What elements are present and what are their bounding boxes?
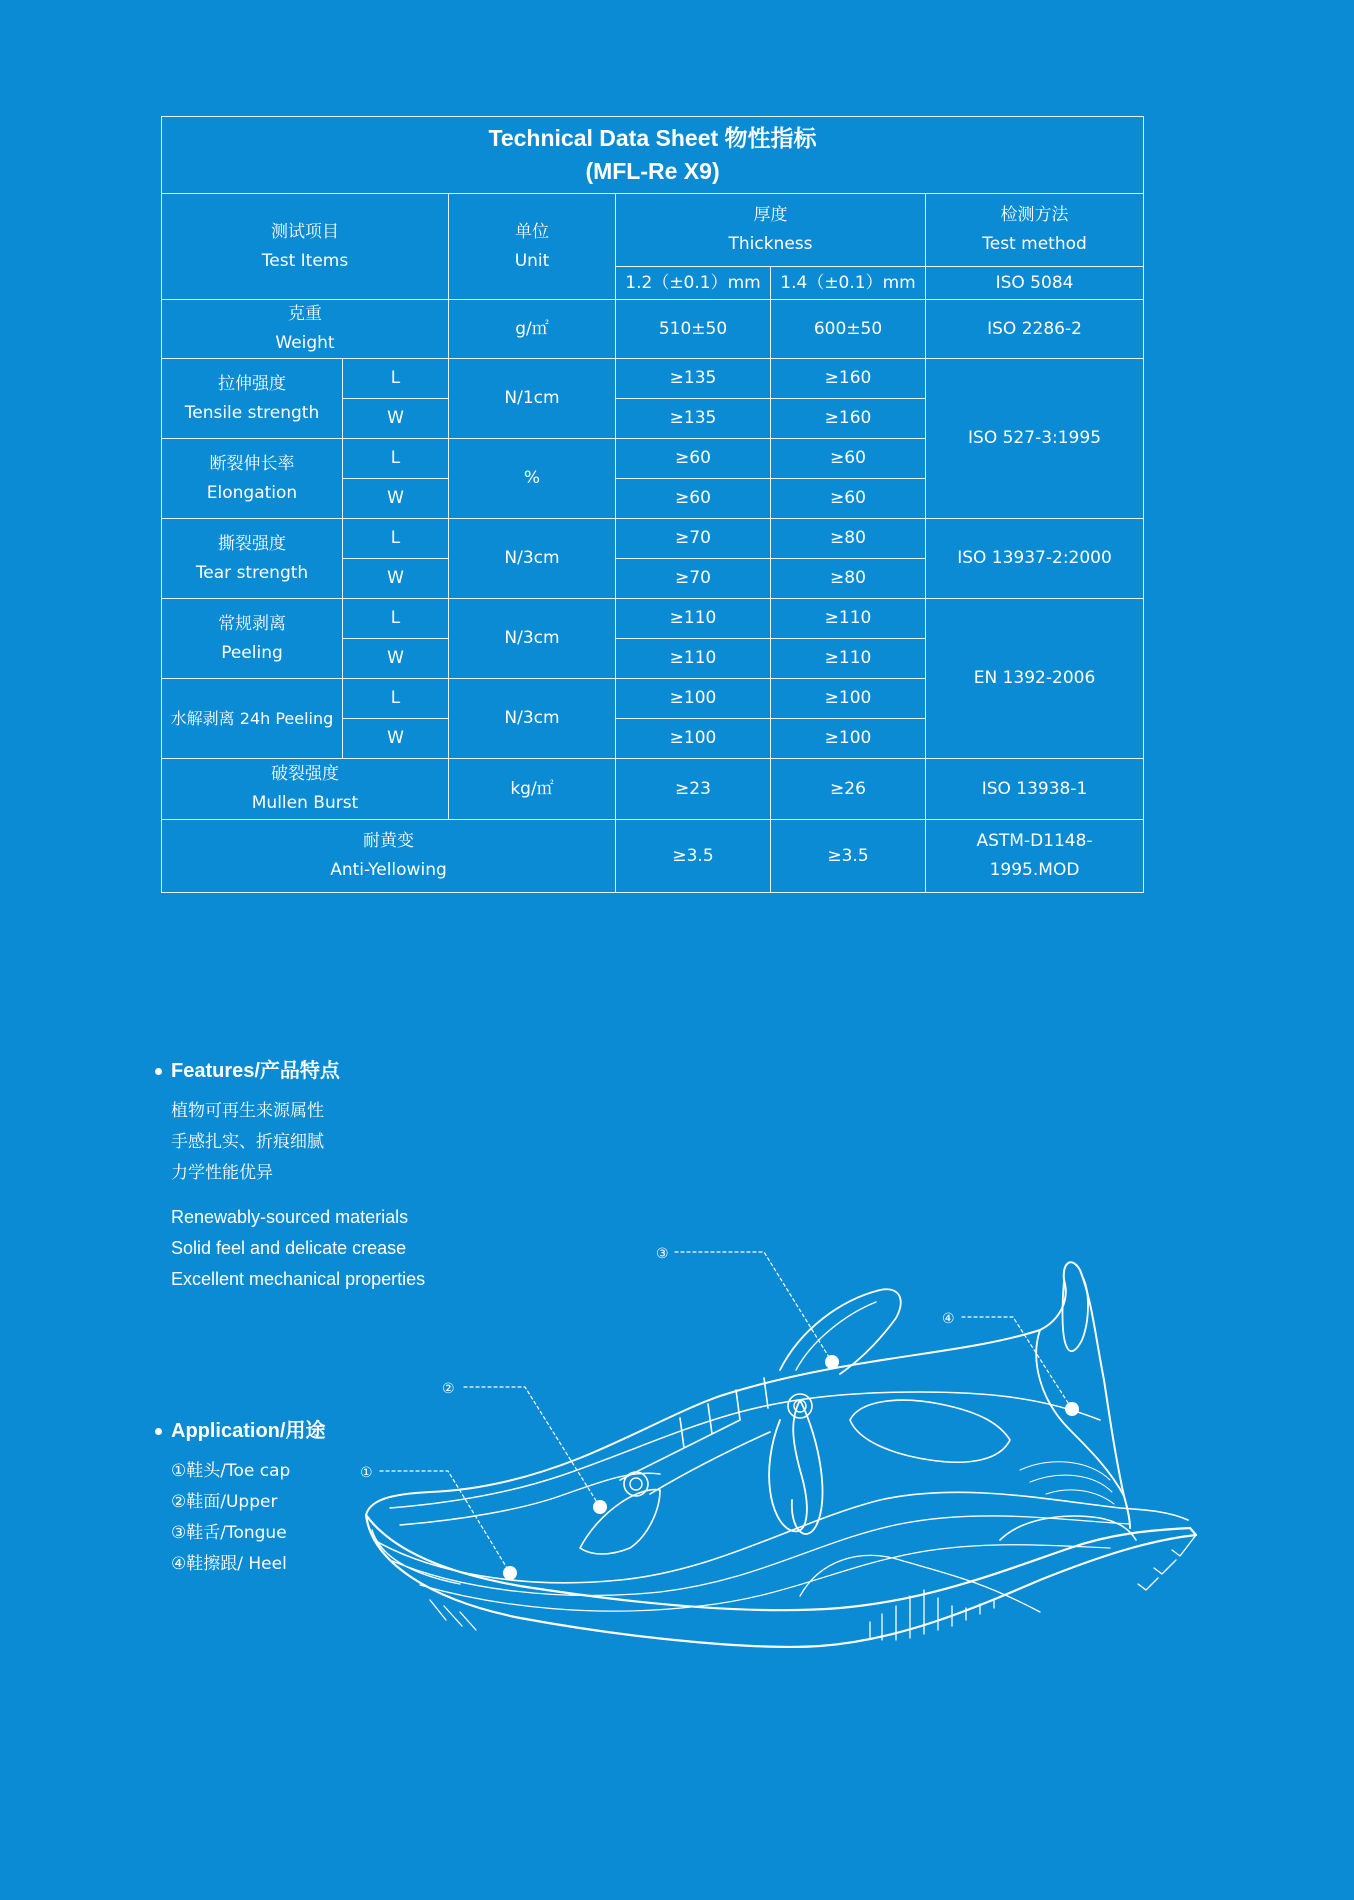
- peel-method: EN 1392-2006: [926, 599, 1144, 759]
- weight-method: ISO 2286-2: [926, 300, 1144, 359]
- header-unit-cn: 单位: [515, 221, 549, 242]
- yellowing-method-line1: ASTM-D1148-: [976, 831, 1093, 851]
- weight-label: [162, 300, 449, 359]
- tensile-label-en: Tensile strength: [184, 402, 320, 423]
- elongation-dir-l: L: [343, 439, 449, 479]
- peeling-unit: N/3cm: [449, 599, 616, 679]
- callout-3-leader: [675, 1252, 832, 1362]
- header-unit: [449, 194, 616, 300]
- tear-label-en: Tear strength: [195, 562, 309, 583]
- heel-counter: [1036, 1330, 1124, 1496]
- heel-spikes: [1138, 1535, 1196, 1590]
- tear-label: [162, 519, 343, 599]
- weight-label-cn: 克重: [288, 304, 322, 324]
- mullen-value-a: ≥23: [616, 759, 771, 820]
- bullet-icon: [155, 1428, 162, 1435]
- application-item: ④鞋擦跟/ Heel: [171, 1554, 287, 1574]
- feature-cn-item: 植物可再生来源属性: [171, 1101, 324, 1121]
- callout-dots: [503, 1355, 1079, 1580]
- feature-cn-item: 手感扎实、折痕细腻: [171, 1132, 324, 1152]
- peeling-dir-w: W: [343, 639, 449, 679]
- callout-numbers: [360, 1246, 955, 1481]
- header-test-items-cn: 测试项目: [271, 221, 339, 242]
- heel-support: [1000, 1516, 1136, 1540]
- hydro-peel-label: 水解剥离 24h Peeling: [162, 679, 343, 759]
- eyelet-2: [788, 1394, 812, 1418]
- features-section: [155, 1056, 425, 1295]
- callout-4-leader: [962, 1317, 1072, 1409]
- tensile-dir-w: W: [343, 399, 449, 439]
- heel-swirl: [1020, 1462, 1114, 1504]
- feature-en-item: Excellent mechanical properties: [171, 1269, 426, 1289]
- elongation-label: [162, 439, 343, 519]
- header-thickness-cn: 厚度: [753, 205, 788, 225]
- tear-l-a: ≥70: [616, 519, 771, 559]
- tensile-dir-l: L: [343, 359, 449, 399]
- features-heading: [155, 1056, 425, 1086]
- mullen-label-en: Mullen Burst: [251, 793, 359, 813]
- elongation-l-a: ≥60: [616, 439, 771, 479]
- callout-3-dot: [825, 1355, 839, 1369]
- elongation-w-a: ≥60: [616, 479, 771, 519]
- elongation-l-b: ≥60: [771, 439, 926, 479]
- midsole-wave-2: [390, 1516, 1130, 1596]
- elongation-label-en: Elongation: [206, 482, 298, 503]
- callout-1-dot: [503, 1566, 517, 1580]
- weight-value-a: 510±50: [616, 300, 771, 359]
- feature-en-item: Solid feel and delicate crease: [171, 1238, 407, 1258]
- header-thickness-method: ISO 5084: [926, 267, 1144, 300]
- features-cn-list: [171, 1096, 425, 1189]
- features-en-list: [171, 1202, 425, 1295]
- feature-cn-item: 力学性能优异: [171, 1163, 273, 1183]
- tear-w-b: ≥80: [771, 559, 926, 599]
- tear-unit: N/3cm: [449, 519, 616, 599]
- lace-loop-right: [792, 1400, 823, 1534]
- side-window: [850, 1400, 1010, 1462]
- tensile-w-a: ≥135: [616, 399, 771, 439]
- feature-en-item: Renewably-sourced materials: [171, 1207, 409, 1227]
- midsole-wave: [374, 1492, 1188, 1582]
- eyelet-1: [624, 1472, 648, 1496]
- hydro-peel-dir-l: L: [343, 679, 449, 719]
- traction-ribs: [870, 1590, 994, 1640]
- mullen-unit: kg/㎡: [449, 759, 616, 820]
- callout-1-number: ①: [360, 1465, 373, 1481]
- yellowing-label-en: Anti-Yellowing: [330, 860, 447, 880]
- midfoot-panel: [580, 1490, 660, 1554]
- hydro-peel-dir-w: W: [343, 719, 449, 759]
- tensile-label-cn: 拉伸强度: [218, 373, 286, 394]
- hydro-peel-l-b: ≥100: [771, 679, 926, 719]
- application-heading: [155, 1416, 325, 1446]
- header-thickness: [616, 194, 926, 267]
- header-method: [926, 194, 1144, 267]
- tensile-l-a: ≥135: [616, 359, 771, 399]
- upper-inner: [390, 1392, 1100, 1508]
- technical-data-table: [161, 116, 1144, 893]
- tear-w-a: ≥70: [616, 559, 771, 599]
- eyelet-2-inner: [794, 1400, 806, 1412]
- header-thickness-en: Thickness: [728, 234, 813, 254]
- tensile-unit: N/1cm: [449, 359, 616, 439]
- hydro-peel-l-a: ≥100: [616, 679, 771, 719]
- tensile-l-b: ≥160: [771, 359, 926, 399]
- eyelet-1-inner: [630, 1478, 642, 1490]
- application-title: Application/用途: [171, 1420, 326, 1442]
- peeling-label-en: Peeling: [221, 642, 283, 663]
- peeling-label-cn: 常规剥离: [218, 613, 286, 634]
- application-item: ②鞋面/Upper: [171, 1492, 278, 1512]
- peeling-l-b: ≥110: [771, 599, 926, 639]
- mullen-label-cn: 破裂强度: [271, 764, 339, 784]
- application-section: [155, 1416, 325, 1580]
- features-title: Features/产品特点: [171, 1060, 340, 1082]
- toe-bumper: [372, 1530, 460, 1584]
- peeling-label: [162, 599, 343, 679]
- weight-label-en: Weight: [275, 333, 335, 353]
- weight-value-b: 600±50: [771, 300, 926, 359]
- tear-l-b: ≥80: [771, 519, 926, 559]
- tear-method: ISO 13937-2:2000: [926, 519, 1144, 599]
- mullen-value-b: ≥26: [771, 759, 926, 820]
- callout-2-leader: [464, 1387, 600, 1507]
- callout-4-number: ④: [942, 1311, 955, 1327]
- bullet-icon: [155, 1068, 162, 1075]
- elongation-dir-w: W: [343, 479, 449, 519]
- header-method-cn: 检测方法: [1000, 205, 1069, 225]
- header-unit-en: Unit: [514, 250, 550, 271]
- mullen-label: [162, 759, 449, 820]
- callout-2-number: ②: [442, 1381, 455, 1397]
- peeling-w-a: ≥110: [616, 639, 771, 679]
- peeling-dir-l: L: [343, 599, 449, 639]
- midsole-wave-3: [420, 1545, 1110, 1611]
- tear-dir-w: W: [343, 559, 449, 599]
- tensile-elongation-method: ISO 527-3:1995: [926, 359, 1144, 519]
- tensile-label: [162, 359, 343, 439]
- laces: [620, 1378, 770, 1494]
- yellowing-label: [162, 820, 616, 893]
- hydro-peel-w-a: ≥100: [616, 719, 771, 759]
- header-method-en: Test method: [982, 234, 1087, 254]
- callout-1-leader: [380, 1471, 510, 1573]
- header-test-items: [162, 194, 449, 300]
- application-item: ③鞋舌/Tongue: [171, 1523, 287, 1543]
- table-title-line2: (MFL-Re X9): [585, 158, 720, 184]
- lace-loop-left: [769, 1400, 807, 1531]
- hydro-peel-w-b: ≥100: [771, 719, 926, 759]
- table-title: [162, 117, 1144, 194]
- tensile-w-b: ≥160: [771, 399, 926, 439]
- yellowing-method: [926, 820, 1144, 893]
- table-title-line1: Technical Data Sheet 物性指标: [488, 125, 817, 151]
- weight-unit: g/㎡: [449, 300, 616, 359]
- callout-3-number: ③: [656, 1246, 669, 1262]
- callout-4-dot: [1065, 1402, 1079, 1416]
- yellowing-method-line2: 1995.MOD: [989, 860, 1080, 880]
- tongue-inner: [796, 1302, 876, 1370]
- heel-support-inner: [800, 1556, 1040, 1613]
- callout-2-dot: [593, 1500, 607, 1514]
- application-list: [171, 1456, 325, 1580]
- tear-dir-l: L: [343, 519, 449, 559]
- elongation-label-cn: 断裂伸长率: [209, 453, 295, 474]
- heel-pull-loop: [1063, 1276, 1088, 1351]
- yellowing-label-cn: 耐黄变: [363, 831, 414, 851]
- header-thickness-b: 1.4（±0.1）mm: [771, 267, 926, 300]
- sole-outline: [366, 1515, 1196, 1647]
- forefoot-lugs: [430, 1600, 476, 1630]
- toe-panel: [400, 1473, 660, 1525]
- header-thickness-a: 1.2（±0.1）mm: [616, 267, 771, 300]
- header-test-items-en: Test Items: [261, 250, 349, 271]
- peeling-l-a: ≥110: [616, 599, 771, 639]
- yellowing-value-b: ≥3.5: [771, 820, 926, 893]
- peeling-w-b: ≥110: [771, 639, 926, 679]
- mullen-method: ISO 13938-1: [926, 759, 1144, 820]
- application-item: ①鞋头/Toe cap: [171, 1461, 291, 1481]
- upper-outline: [366, 1262, 1130, 1528]
- hydro-peel-unit: N/3cm: [449, 679, 616, 759]
- yellowing-value-a: ≥3.5: [616, 820, 771, 893]
- elongation-w-b: ≥60: [771, 479, 926, 519]
- tongue: [780, 1289, 901, 1374]
- elongation-unit: %: [449, 439, 616, 519]
- tear-label-cn: 撕裂强度: [218, 533, 286, 554]
- callout-leaders: [380, 1252, 1072, 1573]
